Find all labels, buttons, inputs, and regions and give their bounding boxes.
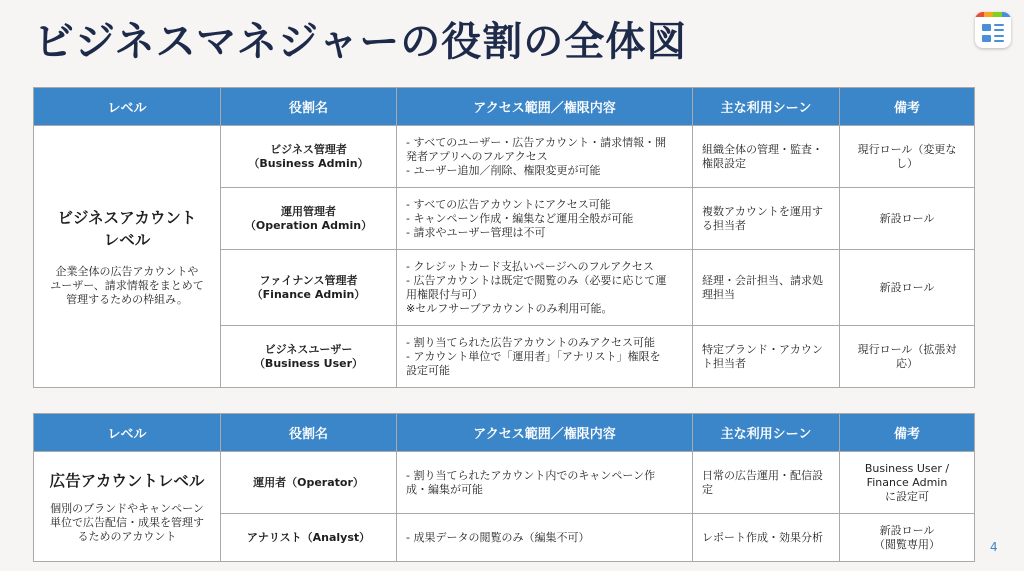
usage-line: 組織全体の管理・監査・ <box>702 142 823 156</box>
access-cell <box>397 188 693 250</box>
access-line: - すべての広告アカウントにアクセス可能 <box>406 197 611 211</box>
note-line: 現行ロール（拡張対 <box>857 342 957 356</box>
usage-line: 経理・会計担当、請求処 <box>702 273 823 287</box>
level-title-line: ビジネスアカウント <box>57 208 197 227</box>
access-line: - ユーザー追加／削除、権限変更が可能 <box>406 163 601 177</box>
note-line: Finance Admin <box>866 475 948 489</box>
access-line: - 割り当てられたアカウント内でのキャンペーン作 <box>406 468 656 482</box>
role-line: ビジネスユーザー <box>264 342 353 356</box>
note-cell <box>840 452 975 514</box>
access-line: 設定可能 <box>406 363 450 377</box>
role-cell <box>221 452 397 514</box>
role-line: 運用管理者 <box>281 204 336 218</box>
header-access: アクセス範囲／権限内容 <box>397 414 693 452</box>
usage-line: ト担当者 <box>702 356 746 370</box>
table-row <box>34 452 975 514</box>
header-usage: 主な利用シーン <box>693 414 840 452</box>
header-role: 役割名 <box>221 88 397 126</box>
level-desc-line: 企業全体の広告アカウントや <box>55 264 199 278</box>
usage-cell <box>693 326 840 388</box>
usage-line: 複数アカウントを運用す <box>702 204 823 218</box>
header-role: 役割名 <box>221 414 397 452</box>
business-account-table <box>33 87 975 388</box>
role-line: （Operation Admin） <box>244 218 373 232</box>
usage-cell <box>693 250 840 326</box>
role-cell <box>221 250 397 326</box>
level-desc-line: ユーザー、請求情報をまとめて <box>50 278 204 292</box>
table-row <box>34 126 975 188</box>
access-line: 成・編集が可能 <box>406 482 483 496</box>
access-cell <box>397 126 693 188</box>
header-access: アクセス範囲／権限内容 <box>397 88 693 126</box>
level-title <box>43 470 211 492</box>
access-line: - クレジットカード支払いページへのフルアクセス <box>406 259 654 273</box>
usage-cell <box>693 126 840 188</box>
role-line: ビジネス管理者 <box>270 142 347 156</box>
usage-line: レポート作成・効果分析 <box>702 530 823 544</box>
page-number: 4 <box>990 540 998 554</box>
header-note: 備考 <box>840 88 975 126</box>
usage-cell <box>693 514 840 562</box>
access-line: ※セルフサーブアカウントのみ利用可能。 <box>406 301 613 315</box>
table-header-row <box>34 414 975 452</box>
access-line: 発者アプリへのフルアクセス <box>406 149 548 163</box>
note-cell <box>840 188 975 250</box>
level-cell <box>34 126 221 388</box>
level-desc-line: るためのアカウント <box>77 529 177 543</box>
access-cell <box>397 452 693 514</box>
role-cell <box>221 188 397 250</box>
usage-line: 特定ブランド・アカウン <box>702 342 823 356</box>
table-header-row <box>34 88 975 126</box>
note-cell <box>840 250 975 326</box>
ad-account-table <box>33 413 975 562</box>
role-cell <box>221 126 397 188</box>
level-title-line: 広告アカウントレベル <box>49 471 205 490</box>
level-cell <box>34 452 221 562</box>
access-cell <box>397 326 693 388</box>
access-cell <box>397 514 693 562</box>
note-line: に設定可 <box>885 489 929 503</box>
note-line: し） <box>896 156 918 170</box>
note-line: 現行ロール（変更な <box>857 142 957 156</box>
usage-line: 日常の広告運用・配信設 <box>702 468 823 482</box>
level-desc-line: 単位で広告配信・成果を管理す <box>50 515 204 529</box>
access-line: - アカウント単位で「運用者」「アナリスト」権限を <box>406 349 661 363</box>
page-title: ビジネスマネジャーの役割の全体図 <box>34 19 688 65</box>
role-line: （Business User） <box>253 356 364 370</box>
access-cell <box>397 250 693 326</box>
note-line: 新設ロール <box>879 523 935 537</box>
header-note: 備考 <box>840 414 975 452</box>
note-line: Business User / <box>864 461 950 475</box>
level-description <box>43 265 211 307</box>
usage-cell <box>693 452 840 514</box>
level-desc-line: 管理するための枠組み。 <box>66 292 188 306</box>
note-cell <box>840 126 975 188</box>
note-line: 応） <box>896 356 918 370</box>
note-line: （閲覧専用） <box>874 537 940 551</box>
level-desc-line: 個別のブランドやキャンペーン <box>50 501 204 515</box>
access-line: 用権限付与可） <box>406 287 483 301</box>
header-level: レベル <box>34 88 221 126</box>
usage-line: 定 <box>702 482 713 496</box>
access-line: - 広告アカウントは既定で閲覧のみ（必要に応じて運 <box>406 273 667 287</box>
note-line: 新設ロール <box>879 211 935 225</box>
role-line: （Business Admin） <box>248 156 369 170</box>
role-cell <box>221 514 397 562</box>
header-level: レベル <box>34 414 221 452</box>
access-line: - すべてのユーザー・広告アカウント・請求情報・開 <box>406 135 667 149</box>
level-description <box>43 502 211 544</box>
role-line: ファイナンス管理者 <box>259 273 358 287</box>
level-title <box>43 207 211 251</box>
role-line: 運用者（Operator） <box>253 475 364 489</box>
access-line: - キャンペーン作成・編集など運用全般が可能 <box>406 211 634 225</box>
usage-line: 権限設定 <box>702 156 746 170</box>
app-icon[interactable] <box>975 12 1011 48</box>
usage-line: る担当者 <box>702 218 746 232</box>
header-usage: 主な利用シーン <box>693 88 840 126</box>
role-line: アナリスト（Analyst） <box>246 530 371 544</box>
note-line: 新設ロール <box>879 280 935 294</box>
note-cell <box>840 326 975 388</box>
usage-cell <box>693 188 840 250</box>
access-line: - 割り当てられた広告アカウントのみアクセス可能 <box>406 335 656 349</box>
access-line: - 成果データの閲覧のみ（編集不可） <box>406 530 590 544</box>
level-title-line: レベル <box>103 230 151 249</box>
usage-line: 理担当 <box>702 287 735 301</box>
access-line: - 請求やユーザー管理は不可 <box>406 225 546 239</box>
role-cell <box>221 326 397 388</box>
role-line: （Finance Admin） <box>251 287 366 301</box>
note-cell <box>840 514 975 562</box>
